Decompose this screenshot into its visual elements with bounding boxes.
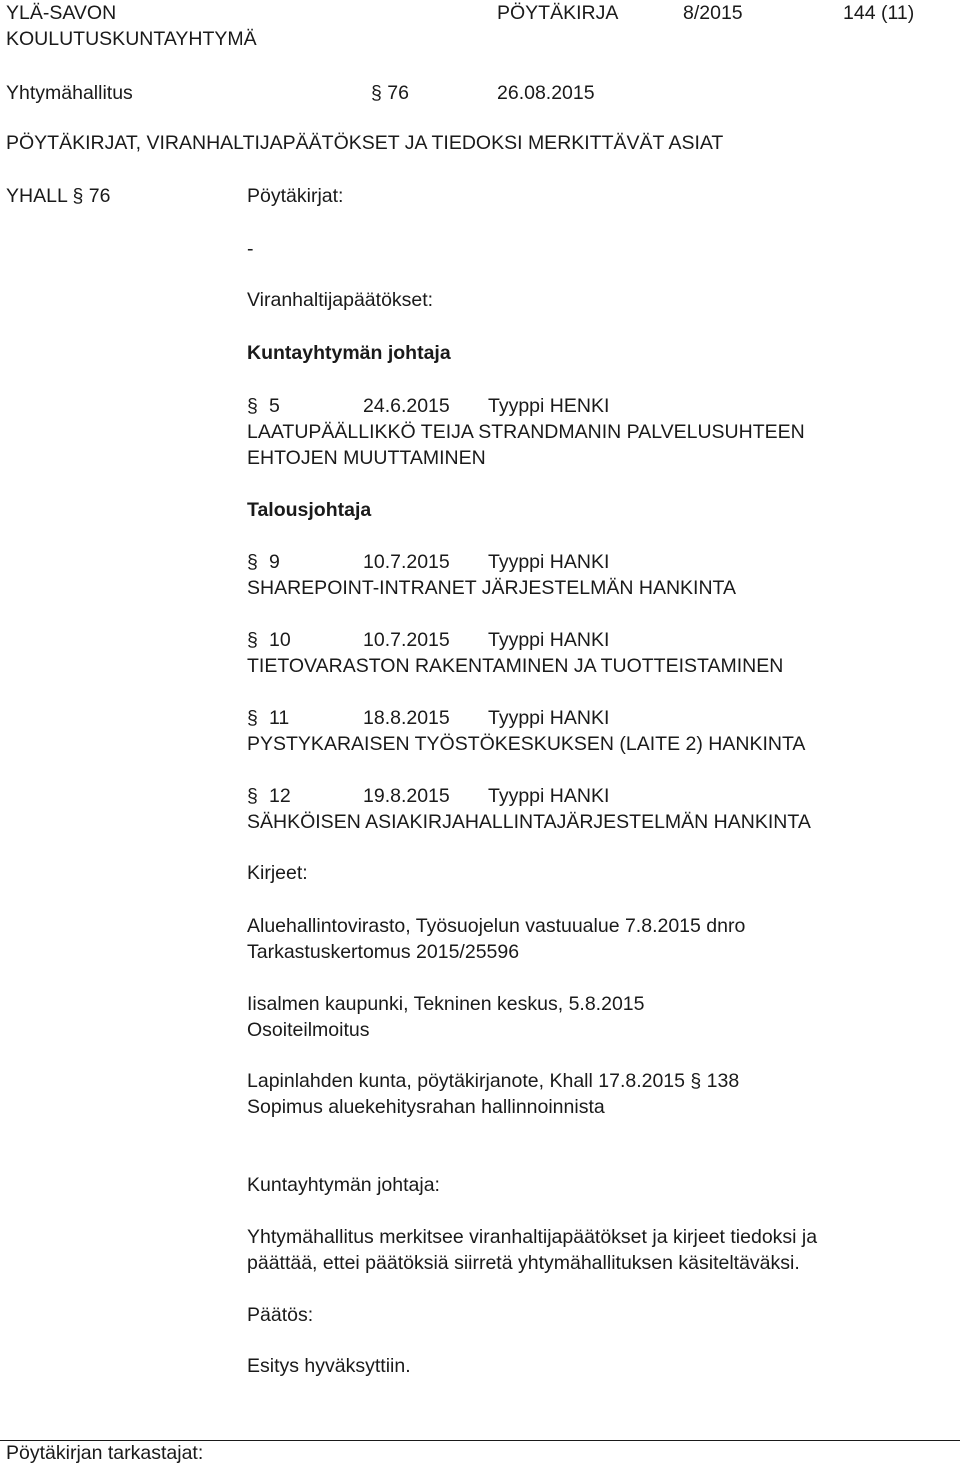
section-sign: §: [371, 82, 382, 104]
decision-number: 11: [269, 707, 290, 729]
section-sign: §: [247, 395, 258, 417]
section-sign: §: [247, 551, 258, 573]
proposal-text: Yhtymähallitus merkitsee viranhaltijapäätökset ja kirjeet tiedoksi ja: [247, 1226, 818, 1248]
section-sign: §: [247, 629, 258, 651]
poytakirjat-label: Pöytäkirjat:: [247, 185, 344, 207]
kirjeet-label: Kirjeet:: [247, 862, 308, 884]
viranhaltijapaatokset-label: Viranhaltijapäätökset:: [247, 289, 434, 311]
letter-subject: Osoiteilmoitus: [247, 1019, 370, 1041]
letter-subject: Sopimus aluekehitysrahan hallinnoinnista: [247, 1096, 605, 1118]
decision-type: Tyyppi HANKI: [488, 785, 610, 807]
section-sign: §: [247, 785, 258, 807]
decision-type: Tyyppi HANKI: [488, 707, 610, 729]
group-heading-kuntayhtyman-johtaja: Kuntayhtymän johtaja: [247, 342, 451, 364]
footer-label: Pöytäkirjan tarkastajat:: [6, 1442, 204, 1464]
decision-type: Tyyppi HANKI: [488, 551, 610, 573]
decision-number: 10: [269, 629, 291, 651]
decision-entry: [247, 787, 609, 807]
decision-entry: [247, 709, 609, 729]
decision-number: 9: [269, 551, 280, 573]
proposal-label: Kuntayhtymän johtaja:: [247, 1174, 440, 1196]
letter-sender: Aluehallintovirasto, Työsuojelun vastuualue 7.8.2015 dnro: [247, 915, 746, 937]
header-section-ref: [371, 84, 409, 104]
decision-date: 19.8.2015: [363, 785, 450, 807]
decision-type: Tyyppi HENKI: [488, 395, 610, 417]
document-number: 8/2015: [683, 2, 743, 24]
page-title: PÖYTÄKIRJAT, VIRANHALTIJAPÄÄTÖKSET JA TIEDOKSI MERKITTÄVÄT ASIAT: [6, 132, 724, 154]
body-name: Yhtymähallitus: [6, 82, 133, 104]
header-section-number: 76: [387, 82, 409, 104]
section-sign: §: [72, 185, 84, 207]
org-name-line2: KOULUTUSKUNTAYHTYMÄ: [6, 28, 257, 50]
decision-number: 12: [269, 785, 291, 807]
decision-description: EHTOJEN MUUTTAMINEN: [247, 447, 486, 469]
decision-description: LAATUPÄÄLLIKKÖ TEIJA STRANDMANIN PALVELUSUHTEEN: [247, 421, 805, 443]
footer-divider: [0, 1440, 960, 1441]
group-heading-talousjohtaja: Talousjohtaja: [247, 499, 372, 521]
org-name-line1: YLÄ-SAVON: [6, 2, 117, 24]
letter-subject: Tarkastuskertomus 2015/25596: [247, 941, 520, 963]
decision-text: Esitys hyväksyttiin.: [247, 1355, 411, 1377]
decision-label: Päätös:: [247, 1304, 314, 1326]
decision-entry: [247, 553, 609, 573]
section-sign: §: [247, 707, 258, 729]
decision-description: SÄHKÖISEN ASIAKIRJAHALLINTAJÄRJESTELMÄN HANKINTA: [247, 811, 811, 833]
decision-entry: [247, 631, 609, 651]
decision-date: 24.6.2015: [363, 395, 450, 417]
decision-description: PYSTYKARAISEN TYÖSTÖKESKUKSEN (LAITE 2) HANKINTA: [247, 733, 806, 755]
decision-description: TIETOVARASTON RAKENTAMINEN JA TUOTTEISTAMINEN: [247, 655, 784, 677]
decision-type: Tyyppi HANKI: [488, 629, 610, 651]
document-type: PÖYTÄKIRJA: [497, 2, 619, 24]
page-number: 144 (11): [843, 2, 915, 24]
proposal-text: päättää, ettei päätöksiä siirretä yhtymähallituksen käsiteltäväksi.: [247, 1252, 800, 1274]
letter-sender: Iisalmen kaupunki, Tekninen keskus, 5.8.2015: [247, 993, 645, 1015]
poytakirjat-value: -: [247, 238, 254, 260]
section-ref: YHALL § 76: [6, 185, 111, 207]
meeting-date: 26.08.2015: [497, 82, 595, 104]
decision-date: 10.7.2015: [363, 551, 450, 573]
decision-entry: [247, 397, 609, 417]
decision-number: 5: [269, 395, 280, 417]
decision-date: 10.7.2015: [363, 629, 450, 651]
decision-date: 18.8.2015: [363, 707, 450, 729]
decision-description: SHAREPOINT-INTRANET JÄRJESTELMÄN HANKINTA: [247, 577, 737, 599]
letter-sender: Lapinlahden kunta, pöytäkirjanote, Khall 17.8.2015 § 138: [247, 1070, 740, 1092]
